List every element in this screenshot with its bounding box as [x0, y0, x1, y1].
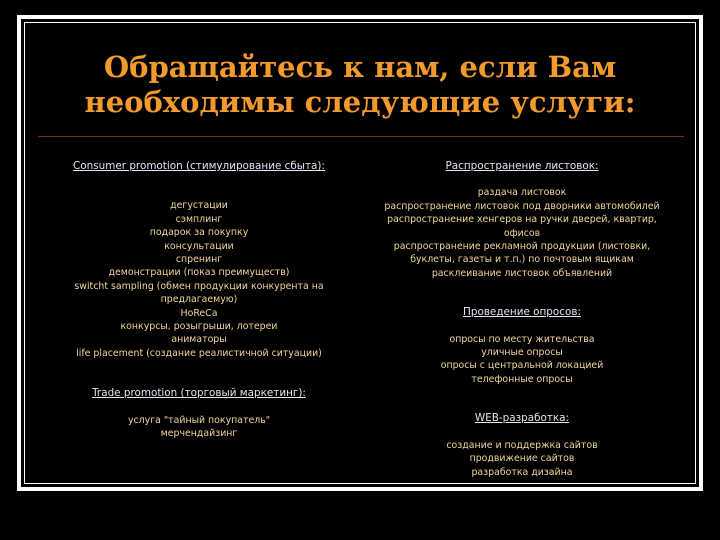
consumer-item: аниматоры — [171, 334, 227, 346]
consumer-item: спренинг — [175, 254, 223, 266]
title-line-2: необходимы следующие услуги: — [84, 85, 636, 119]
consumer-item: демонстрации (показ преимуществ) — [108, 267, 290, 279]
consumer-item: сэмплинг — [175, 213, 223, 225]
title-divider — [38, 136, 684, 137]
web-item: продвижение сайтов — [469, 453, 575, 465]
slide-title — [30, 50, 690, 120]
surveys-item: опросы по месту жительства — [449, 333, 595, 345]
leaflets-heading: Распространение листовок: — [445, 160, 599, 172]
leaflets-item: офисов — [503, 227, 541, 239]
consumer-promotion-heading: Consumer promotion (стимулирование сбыта): — [73, 160, 325, 172]
leaflets-item: распространение листовок под дворники автомобилей — [384, 200, 660, 212]
surveys-item: телефонные опросы — [471, 373, 573, 385]
leaflets-item: расклеивание листовок объявлений — [431, 267, 613, 279]
consumer-item: конкурсы, розыгрыши, лотереи — [120, 321, 278, 333]
right-column — [352, 160, 692, 479]
leaflets-item: распространение хенгеров на ручки дверей, квартир, — [387, 214, 657, 226]
consumer-item: предлагаемую) — [160, 294, 238, 306]
leaflets-item: раздача листовок — [477, 187, 567, 199]
consumer-item: дегустации — [170, 200, 228, 212]
leaflets-item: распространение рекламной продукции (листовки, — [393, 241, 651, 253]
consumer-item: подарок за покупку — [149, 227, 249, 239]
web-item: разработка дизайна — [471, 466, 573, 478]
consumer-item: консультации — [164, 240, 234, 252]
consumer-item: HoReCa — [180, 307, 218, 319]
trade-promotion-heading: Trade promotion (торговый маркетинг): — [92, 387, 306, 400]
title-line-1: Обращайтесь к нам, если Вам — [103, 50, 617, 84]
surveys-item: опросы с центральной локацией — [440, 360, 604, 372]
left-column — [30, 160, 368, 441]
trade-item: мерчендайзинг — [160, 428, 238, 440]
leaflets-item: буклеты, газеты и т.п.) по почтовым ящикам — [410, 254, 634, 266]
surveys-item: уличные опросы — [481, 347, 563, 359]
web-item: создание и поддержка сайтов — [446, 439, 598, 451]
consumer-item: life placement (создание реалистичной ситуации) — [76, 347, 322, 359]
surveys-heading: Проведение опросов: — [463, 306, 581, 319]
web-development-heading: WEB-разработка: — [474, 412, 570, 425]
consumer-item: switcht sampling (обмен продукции конкурента на — [74, 280, 324, 292]
trade-item: услуга "тайный покупатель" — [127, 414, 271, 426]
